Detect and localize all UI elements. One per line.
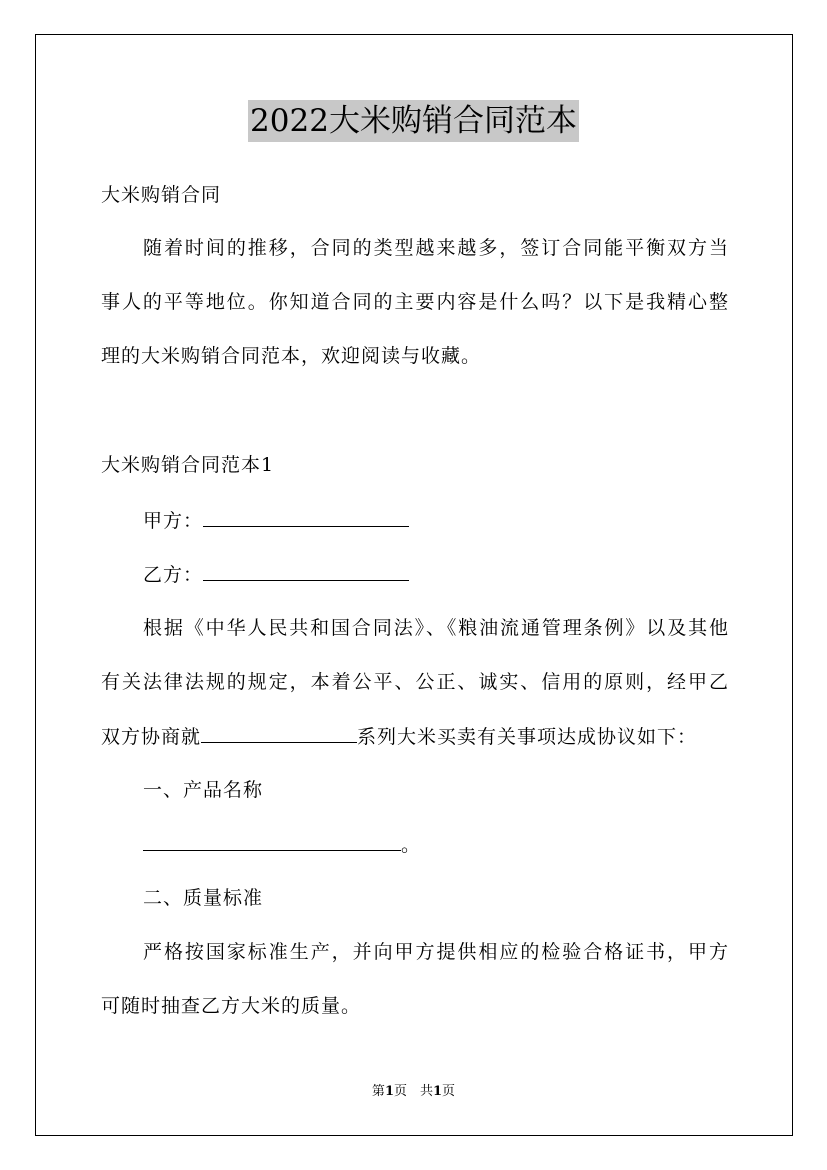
section-1-title[interactable]: 一、产品名称: [143, 779, 264, 801]
footer-mid: 页 共: [393, 1084, 433, 1099]
product-name-row[interactable]: [143, 830, 729, 859]
product-name-end: 。: [401, 834, 422, 856]
quality-line-1[interactable]: 严格按国家标准生产，并向甲方提供相应的检验合格证书，甲方: [143, 941, 729, 963]
party-b-label: 乙方：: [143, 564, 204, 586]
series-blank[interactable]: [201, 722, 357, 743]
footer-page-total: 1: [433, 1084, 443, 1099]
document-title[interactable]: 2022大米购销合同范本: [248, 100, 579, 142]
heading-contract[interactable]: 大米购销合同: [101, 184, 222, 206]
basis-line-3-suffix: 系列大米买卖有关事项达成协议如下：: [357, 726, 698, 748]
party-a-label: 甲方：: [143, 510, 204, 532]
intro-line-1[interactable]: 随着时间的推移，合同的类型越来越多，签订合同能平衡双方当: [143, 237, 729, 259]
heading-template-1[interactable]: 大米购销合同范本1: [101, 454, 275, 476]
party-a-blank[interactable]: [203, 506, 409, 527]
basis-line-2[interactable]: 有关法律法规的规定，本着公平、公正、诚实、信用的原则，经甲乙: [101, 671, 729, 693]
footer-prefix: 第: [371, 1084, 385, 1099]
basis-line-1[interactable]: 根据《中华人民共和国合同法》、《粮油流通管理条例》以及其他: [143, 617, 729, 639]
title-wrap: [0, 100, 827, 142]
intro-line-2[interactable]: 事人的平等地位。你知道合同的主要内容是什么吗？以下是我精心整: [101, 291, 729, 313]
party-b-row[interactable]: [143, 560, 729, 589]
intro-line-3[interactable]: 理的大米购销合同范本，欢迎阅读与收藏。: [101, 345, 482, 367]
party-b-blank[interactable]: [203, 560, 409, 581]
basis-line-3-prefix: 双方协商就: [101, 726, 202, 748]
page-footer: [0, 1083, 827, 1101]
basis-line-3[interactable]: [101, 722, 729, 751]
footer-page-number: 1: [384, 1084, 394, 1099]
party-a-row[interactable]: [143, 506, 729, 535]
quality-line-2[interactable]: 可随时抽查乙方大米的质量。: [101, 995, 362, 1017]
product-name-blank[interactable]: [143, 830, 401, 851]
section-2-title[interactable]: 二、质量标准: [143, 887, 264, 909]
footer-suffix: 页: [442, 1084, 456, 1099]
